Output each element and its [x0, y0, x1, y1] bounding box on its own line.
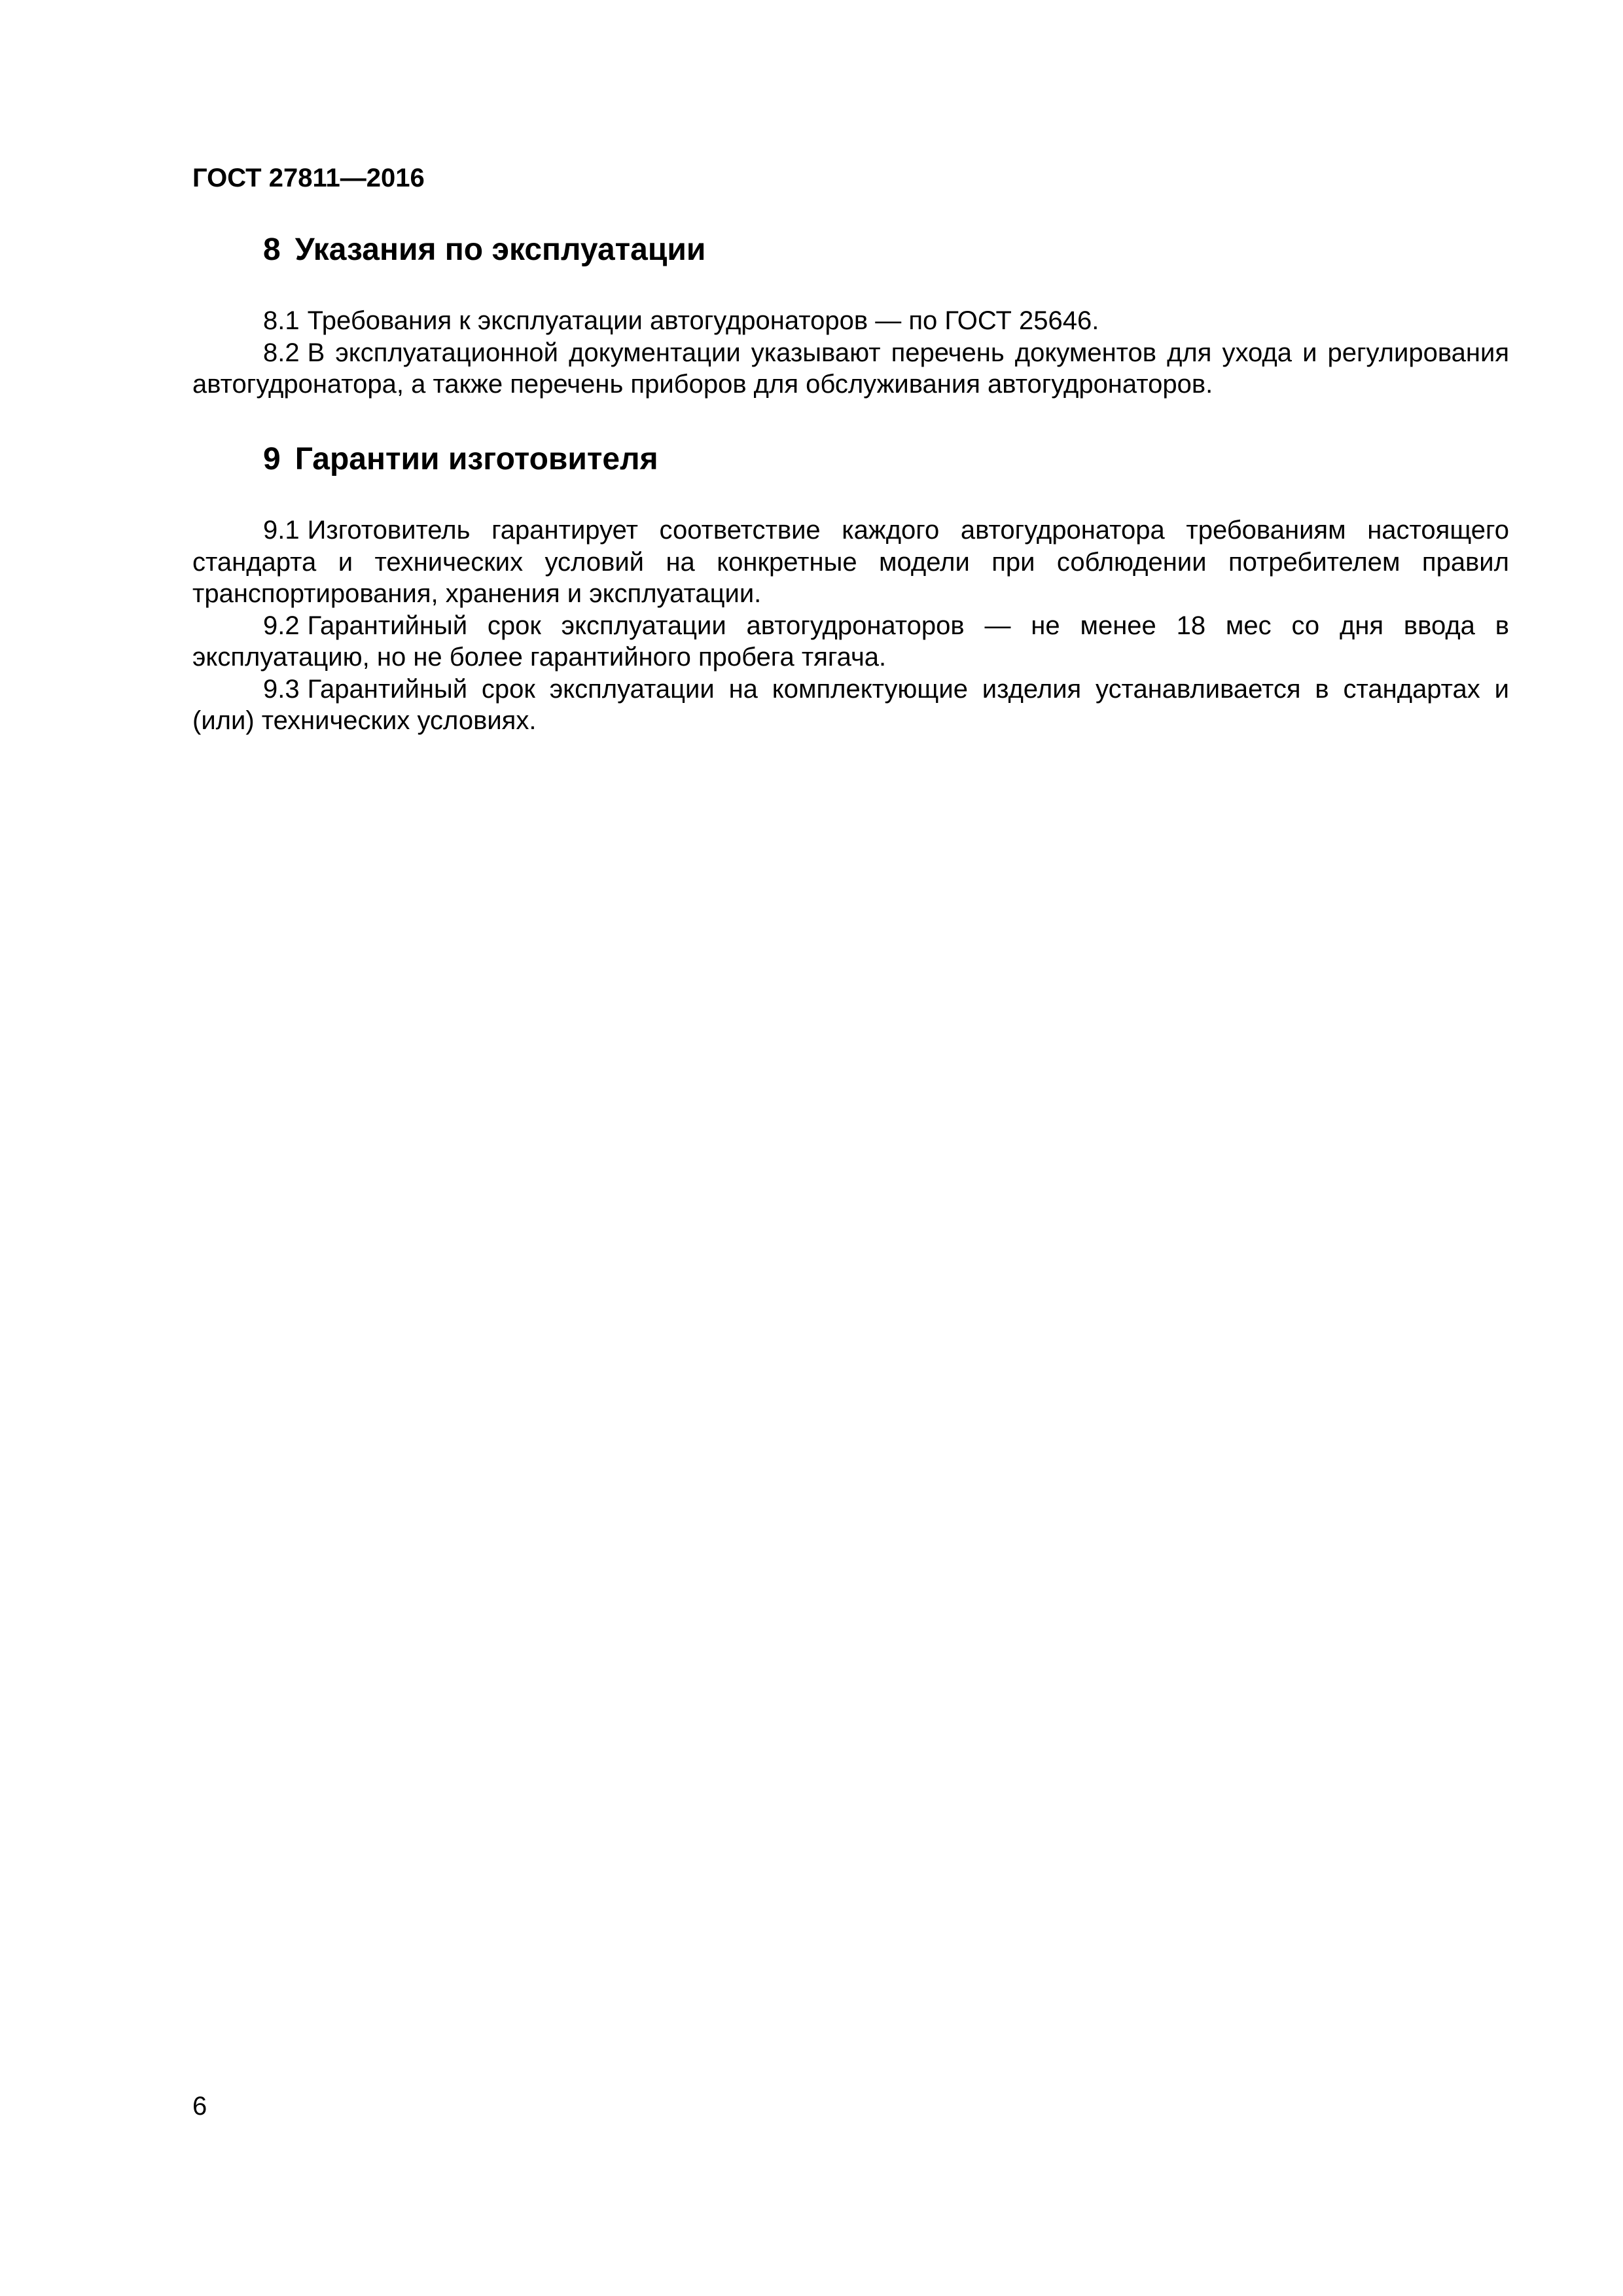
paragraph-9-1-text: Изготовитель гарантирует соответствие каждого автогудронатора требованиям настоящего стандарта и технических условий на конкретные модели при соблюдении потребителем правил транспортирования, хранения и эксплуатации.: [192, 516, 1509, 608]
section-8-operating-instructions: [192, 229, 1509, 401]
section-9-manufacturer-warranty: [192, 439, 1509, 737]
paragraph-9-1: [192, 514, 1509, 610]
paragraph-9-2-number: 9.2: [263, 611, 300, 640]
paragraph-9-3-number: 9.3: [263, 674, 300, 704]
section-8-paragraphs: [192, 305, 1509, 401]
section-9-title: [263, 439, 1509, 480]
section-9-title-text: Гарантии изготовителя: [294, 442, 658, 476]
paragraph-9-3: [192, 673, 1509, 737]
section-9-paragraphs: [192, 514, 1509, 737]
paragraph-9-2-text: Гарантийный срок эксплуатации автогудронаторов — не менее 18 мес со дня ввода в эксплуатацию, но не более гарантийного пробега тягача.: [192, 611, 1509, 672]
paragraph-8-1: [192, 305, 1509, 337]
paragraph-9-1-number: 9.1: [263, 516, 300, 545]
section-8-title-text: Указания по эксплуатации: [294, 232, 706, 267]
document-header-standard-id: ГОСТ 27811—2016: [192, 164, 425, 192]
section-8-title: [263, 229, 1509, 271]
section-9-number: 9: [263, 442, 281, 476]
paragraph-8-1-text: Требования к эксплуатации автогудронаторов — по ГОСТ 25646.: [307, 306, 1099, 335]
paragraph-8-2-text: В эксплуатационной документации указывают перечень документов для ухода и регулирования автогудронатора, а также перечень приборов для обслуживания автогудронаторов.: [192, 338, 1509, 399]
section-8-number: 8: [263, 232, 281, 267]
paragraph-8-2-number: 8.2: [263, 338, 300, 367]
paragraph-8-1-number: 8.1: [263, 306, 300, 335]
paragraph-8-2: [192, 337, 1509, 401]
paragraph-9-3-text: Гарантийный срок эксплуатации на комплектующие изделия устанавливается в стандартах и (или) технических условиях.: [192, 674, 1509, 735]
page-number: 6: [192, 2092, 207, 2121]
paragraph-9-2: [192, 610, 1509, 673]
